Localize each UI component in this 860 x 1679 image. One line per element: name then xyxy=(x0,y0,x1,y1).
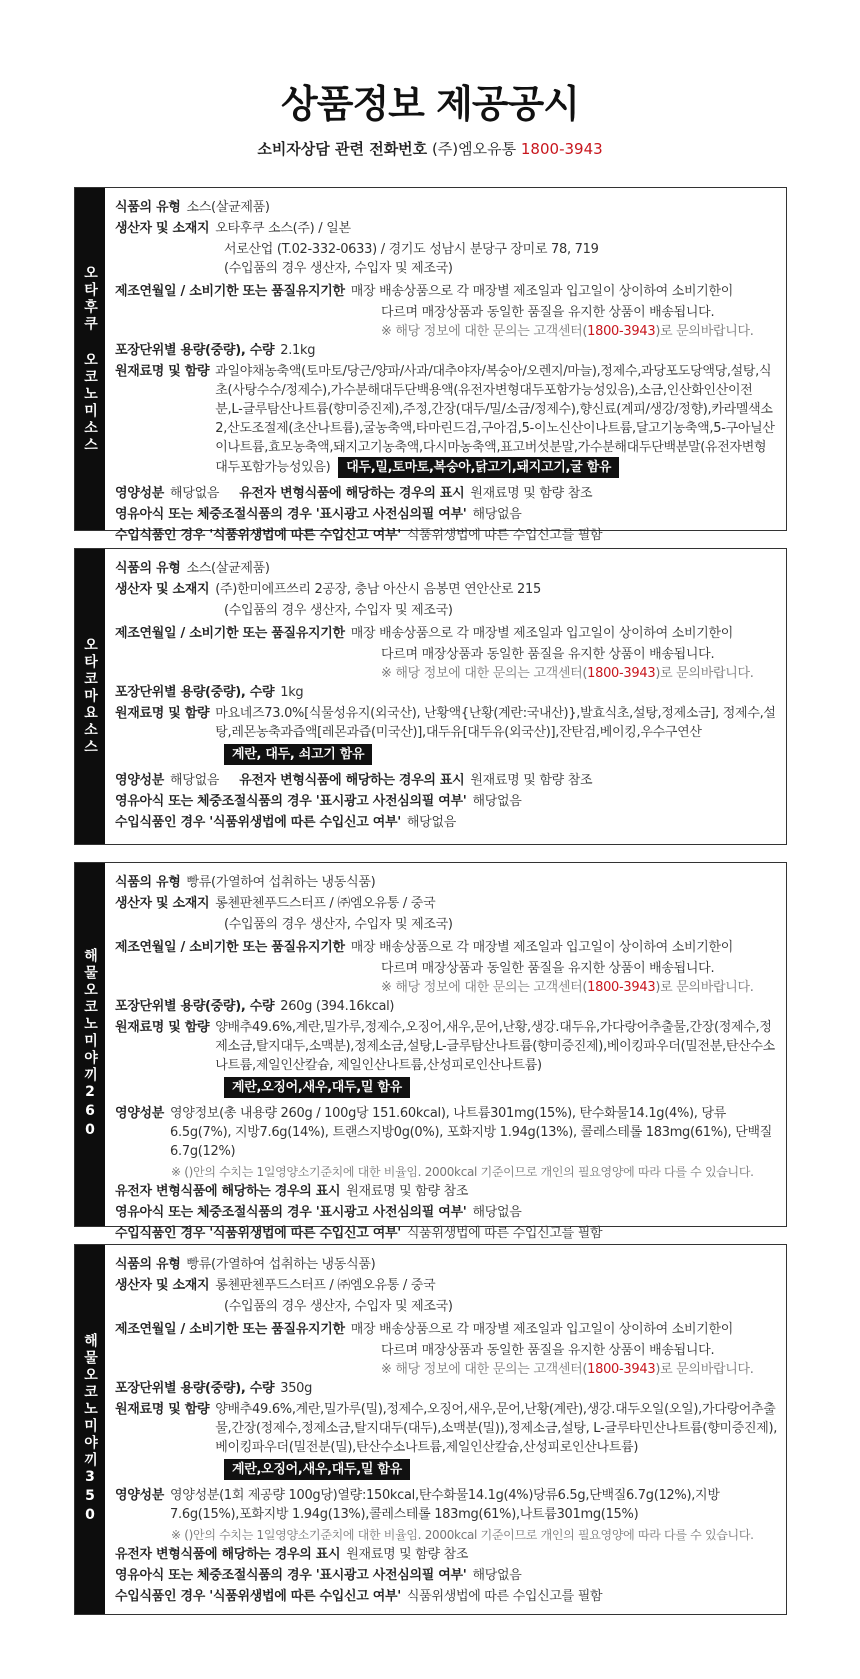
value-package: 2.1kg xyxy=(280,343,316,358)
nutrition-label: 영양정보 xyxy=(170,1106,220,1121)
label-producer: 생산자 및 소재지 xyxy=(115,896,210,911)
date-note-tel: 1800-3943 xyxy=(587,666,656,681)
allergen-badge: 계란,오징어,새우,대두,밀 함유 xyxy=(224,1077,410,1098)
product-name-vertical: 오타후쿠 오코노미소스 xyxy=(82,264,98,454)
label-infant: 영유아식 또는 체중조절식품의 경우 '표시광고 사전심의필 여부' xyxy=(115,1568,467,1583)
value-producer: 오타후쿠 소스(주) / 일본 xyxy=(215,221,351,236)
value-infant: 해당없음 xyxy=(472,1568,522,1583)
product-name-vertical: 오타코마요소스 xyxy=(82,637,98,756)
import-note: (수입품의 경우 생산자, 수입자 및 제조국) xyxy=(224,1299,453,1314)
date-note-pre: ※ 해당 정보에 대한 문의는 고객센터( xyxy=(381,666,588,681)
date-note-pre: ※ 해당 정보에 대한 문의는 고객센터( xyxy=(381,1362,588,1377)
product-info-body xyxy=(105,549,786,844)
value-date-line1: 매장 배송상품으로 각 매장별 제조일과 입고일이 상이하여 소비기한이 xyxy=(350,626,734,641)
value-gmo: 원재료명 및 함량 참조 xyxy=(470,486,593,501)
value-ingredients xyxy=(215,704,778,742)
label-package: 포장단위별 용량(중량), 수량 xyxy=(115,999,275,1014)
product-side-label xyxy=(75,188,105,530)
nutrition-label: 영양성분(1회 제공량 100g당) xyxy=(170,1488,338,1503)
value-producer: (주)한미에프쓰리 2공장, 충남 아산시 음봉면 연안산로 215 xyxy=(215,582,541,597)
value-producer: 롱첸판첸푸드스터프 / ㈜엠오유통 / 중국 xyxy=(215,896,436,911)
date-note-post: )로 문의바랍니다. xyxy=(655,324,754,339)
value-date-line2: 다르며 매장상품과 동일한 품질을 유지한 상품이 배송됩니다. xyxy=(381,305,715,320)
product-card-2 xyxy=(74,548,787,845)
product-name-vertical: 해물오코노미야끼260 xyxy=(82,948,98,1141)
label-infant: 영유아식 또는 체중조절식품의 경우 '표시광고 사전심의필 여부' xyxy=(115,1205,467,1220)
value-ingredients xyxy=(215,362,778,478)
value-type: 빵류(가열하여 섭취하는 냉동식품) xyxy=(186,875,376,890)
product-info-body xyxy=(105,1245,786,1614)
label-producer: 생산자 및 소재지 xyxy=(115,221,210,236)
label-nutrition: 영양성분 xyxy=(115,1488,165,1503)
ingredients-text: 마요네즈73.0%[식물성유지(외국산), 난황액{난황(계란:국내산)},발효식초,설탕,정제소금], 정제수,설탕,레몬농축과즙액[레몬과즙(미국산)],대두유[대두유(외국산)],잔탄검,베이킹,우수구연산 xyxy=(215,706,776,740)
value-date-line2: 다르며 매장상품과 동일한 품질을 유지한 상품이 배송됩니다. xyxy=(381,961,715,976)
label-import: 수입식품인 경우 '식품위생법에 따른 수입신고 여부' xyxy=(115,528,401,543)
nutrition-note: ※ ()안의 수치는 1일영양소기준치에 대한 비율임. 2000kcal 기준이므로 개인의 필요영양에 따라 다를 수 있습니다. xyxy=(171,1528,754,1542)
import-note: (수입품의 경우 생산자, 수입자 및 제조국) xyxy=(224,917,453,932)
label-type: 식품의 유형 xyxy=(115,1257,181,1272)
label-gmo: 유전자 변형식품에 해당하는 경우의 표시 xyxy=(115,1547,341,1562)
label-producer: 생산자 및 소재지 xyxy=(115,1278,210,1293)
value-date-line1: 매장 배송상품으로 각 매장별 제조일과 입고일이 상이하여 소비기한이 xyxy=(350,1322,734,1337)
ingredients-text: 과일야채농축액(토마토/당근/양파/사과/대추야자/복숭아/오렌지/마늘),정제수,과당포도당액당,설탕,식초(사탕수수/정제수),가수분해대두단백용액(유전자변형대두포함가능성있음),소금,인산화인산이전분,L-글루탐산나트륨(향미증진제),주정,간장(대두/밀/소금/정제수),향신료(계피/생강/정향),카라멜색소2,산도조절제(초산나트륨),굴농축액,타마린드검,구아검,5-이노신산이나트륨,달고기농축액,5-구아닐산이나트륨,효모농축액,돼지고기농축액,다시마농축액,표고버섯분말,가수분해대두단백분말(유전자변형대두포함가능성있음) xyxy=(215,364,775,475)
label-package: 포장단위별 용량(중량), 수량 xyxy=(115,685,275,700)
product-info-body xyxy=(105,863,786,1241)
label-producer: 생산자 및 소재지 xyxy=(115,582,210,597)
label-ingredients: 원재료명 및 함량 xyxy=(115,364,210,379)
page-title: 상품정보 제공공시 xyxy=(281,82,579,126)
value-gmo: 원재료명 및 함량 참조 xyxy=(346,1547,469,1562)
value-infant: 해당없음 xyxy=(472,794,522,809)
label-nutrition: 영양성분 xyxy=(115,773,165,788)
page-subtitle xyxy=(0,138,860,159)
product-card-4 xyxy=(74,1244,787,1615)
label-ingredients: 원재료명 및 함량 xyxy=(115,706,210,721)
allergen-badge: 계란,오징어,새우,대두,밀 함유 xyxy=(224,1459,410,1480)
product-name-vertical: 해물오코노미야끼350 xyxy=(82,1333,98,1526)
date-note-pre: ※ 해당 정보에 대한 문의는 고객센터( xyxy=(381,980,588,995)
value-date-line1: 매장 배송상품으로 각 매장별 제조일과 입고일이 상이하여 소비기한이 xyxy=(350,284,734,299)
product-card-3 xyxy=(74,862,787,1241)
date-note-tel: 1800-3943 xyxy=(587,1362,656,1377)
product-card-1 xyxy=(74,187,787,543)
date-note-post: )로 문의바랍니다. xyxy=(655,980,754,995)
date-note-post: )로 문의바랍니다. xyxy=(655,1362,754,1377)
product-side-label xyxy=(75,549,105,844)
value-infant: 해당없음 xyxy=(472,1205,522,1220)
label-infant: 영유아식 또는 체중조절식품의 경우 '표시광고 사전심의필 여부' xyxy=(115,794,467,809)
label-date: 제조연월일 / 소비기한 또는 품질유지기한 xyxy=(115,626,345,641)
value-infant: 해당없음 xyxy=(472,507,522,522)
label-package: 포장단위별 용량(중량), 수량 xyxy=(115,1381,275,1396)
value-gmo: 원재료명 및 함량 참조 xyxy=(346,1184,469,1199)
label-nutrition: 영양성분 xyxy=(115,486,165,501)
value-type: 소스(살균제품) xyxy=(186,561,270,576)
label-package: 포장단위별 용량(중량), 수량 xyxy=(115,343,275,358)
allergen-badge: 계란, 대두, 쇠고기 함유 xyxy=(224,744,372,765)
value-package: 350g xyxy=(280,1381,313,1396)
value-import: 식품위생법에 따른 수입신고를 필함 xyxy=(406,528,603,543)
label-date: 제조연월일 / 소비기한 또는 품질유지기한 xyxy=(115,284,345,299)
label-ingredients: 원재료명 및 함량 xyxy=(115,1020,210,1035)
subtitle-label: 소비자상담 관련 전화번호 xyxy=(257,140,428,158)
value-nutrition xyxy=(170,1104,778,1161)
label-infant: 영유아식 또는 체중조절식품의 경우 '표시광고 사전심의필 여부' xyxy=(115,507,467,522)
value-ingredients xyxy=(215,1400,778,1457)
label-date: 제조연월일 / 소비기한 또는 품질유지기한 xyxy=(115,1322,345,1337)
date-note-tel: 1800-3943 xyxy=(587,324,656,339)
label-type: 식품의 유형 xyxy=(115,875,181,890)
product-side-label xyxy=(75,863,105,1226)
nutrition-note: ※ ()안의 수치는 1일영양소기준치에 대한 비율임. 2000kcal 기준이므로 개인의 필요영양에 따라 다를 수 있습니다. xyxy=(171,1165,754,1179)
value-type: 소스(살균제품) xyxy=(186,200,270,215)
label-gmo: 유전자 변형식품에 해당하는 경우의 표시 xyxy=(239,486,465,501)
import-note: (수입품의 경우 생산자, 수입자 및 제조국) xyxy=(224,261,453,276)
value-nutrition: 해당없음 xyxy=(170,773,220,788)
value-date-line2: 다르며 매장상품과 동일한 품질을 유지한 상품이 배송됩니다. xyxy=(381,1343,715,1358)
label-nutrition: 영양성분 xyxy=(115,1106,165,1121)
label-import: 수입식품인 경우 '식품위생법에 따른 수입신고 여부' xyxy=(115,1226,401,1241)
nutrition-text: 열량:150kcal,탄수화물14.1g(4%)당류6.5g,단백질6.7g(12%),지방7.6g(15%),포화지방 1.94g(13%),콜레스테롤 183mg(61%),나트륨301mg(15%) xyxy=(170,1488,720,1522)
value-import: 해당없음 xyxy=(406,815,456,830)
date-note-tel: 1800-3943 xyxy=(587,980,656,995)
label-ingredients: 원재료명 및 함량 xyxy=(115,1402,210,1417)
label-type: 식품의 유형 xyxy=(115,561,181,576)
date-note-pre: ※ 해당 정보에 대한 문의는 고객센터( xyxy=(381,324,588,339)
ingredients-text: 양배추49.6%,계란,밀가루,정제수,오징어,새우,문어,난황,생강.대두유,가다랑어추출물,간장(정제수,정제소금,탈지대두,소맥분),정제소금,설탕,L-글루탐산나트륨(향미증진제),베이킹파우더(밀전분,탄산수소나트륨,제일인산칼슘, 제일인산나트륨,산성피로인산나트륨) xyxy=(215,1020,775,1073)
label-date: 제조연월일 / 소비기한 또는 품질유지기한 xyxy=(115,940,345,955)
label-type: 식품의 유형 xyxy=(115,200,181,215)
value-date-line1: 매장 배송상품으로 각 매장별 제조일과 입고일이 상이하여 소비기한이 xyxy=(350,940,734,955)
value-import: 식품위생법에 따른 수입신고를 필함 xyxy=(406,1226,603,1241)
value-date-line2: 다르며 매장상품과 동일한 품질을 유지한 상품이 배송됩니다. xyxy=(381,647,715,662)
value-import: 식품위생법에 따른 수입신고를 필함 xyxy=(406,1589,603,1604)
product-side-label xyxy=(75,1245,105,1614)
value-ingredients xyxy=(215,1018,778,1075)
label-gmo: 유전자 변형식품에 해당하는 경우의 표시 xyxy=(239,773,465,788)
label-import: 수입식품인 경우 '식품위생법에 따른 수입신고 여부' xyxy=(115,815,401,830)
label-import: 수입식품인 경우 '식품위생법에 따른 수입신고 여부' xyxy=(115,1589,401,1604)
date-note-post: )로 문의바랍니다. xyxy=(655,666,754,681)
allergen-badge: 대두,밀,토마토,복숭아,닭고기,돼지고기,굴 함유 xyxy=(338,457,619,478)
value-producer: 롱첸판첸푸드스터프 / ㈜엠오유통 / 중국 xyxy=(215,1278,436,1293)
subtitle-company: (주)엠오유통 xyxy=(431,140,517,158)
value-type: 빵류(가열하여 섭취하는 냉동식품) xyxy=(186,1257,376,1272)
value-package: 1kg xyxy=(280,685,304,700)
import-note: (수입품의 경우 생산자, 수입자 및 제조국) xyxy=(224,603,453,618)
value-package: 260g (394.16kcal) xyxy=(280,999,395,1014)
value-nutrition xyxy=(170,1486,778,1524)
subtitle-phone: 1800-3943 xyxy=(520,140,603,158)
date-note xyxy=(115,1360,778,1379)
date-note xyxy=(115,664,778,683)
product-info-body xyxy=(105,188,786,543)
value-nutrition: 해당없음 xyxy=(170,486,220,501)
ingredients-text: 양배추49.6%,계란,밀가루(밀),정제수,오징어,새우,문어,난황(계란),생강.대두오일(오일),가다랑어추출물,간장(정제수,정제소금,탈지대두(대두),소맥분(밀)),정제소금,설탕, L-글루타민산나트륨(향미증진제),베이킹파우더(밀전분(밀),탄산수소나트륨,제일인산칼슘,산성피로인산나트륨) xyxy=(215,1402,778,1455)
label-gmo: 유전자 변형식품에 해당하는 경우의 표시 xyxy=(115,1184,341,1199)
nutrition-text: (총 내용량 260g / 100g당 151.60kcal), 나트륨301mg(15%), 탄수화물14.1g(4%), 당류6.5g(7%), 지방7.6g(14%), 트랜스지방0g(0%), 포화지방 1.94g(13%), 콜레스테롤 183mg(61%), 단백질6.7g(12%) xyxy=(170,1106,772,1159)
date-note xyxy=(115,322,778,341)
date-note xyxy=(115,978,778,997)
value-gmo: 원재료명 및 함량 참조 xyxy=(470,773,593,788)
value-producer-line2: 서로산업 (T.02-332-0633) / 경기도 성남시 분당구 장미로 78, 719 xyxy=(224,242,599,257)
